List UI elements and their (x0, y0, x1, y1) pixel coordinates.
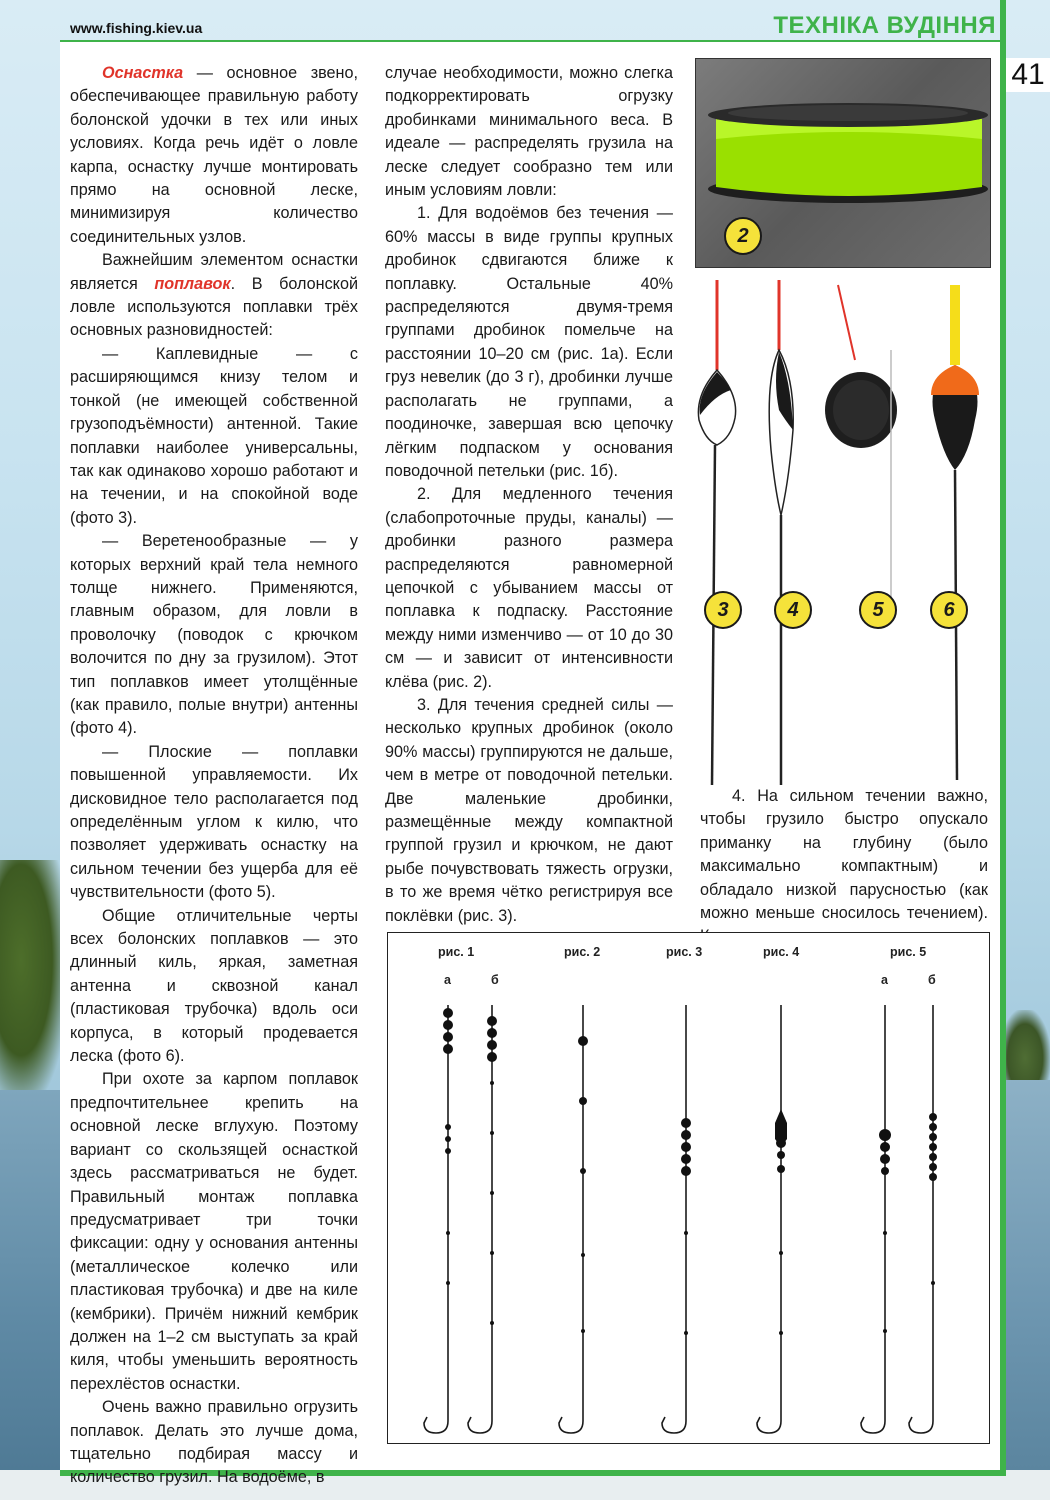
shot-weight (880, 1154, 890, 1164)
shot-weight (446, 1281, 450, 1285)
site-url: www.fishing.kiev.ua (70, 20, 203, 36)
photo-line-spool (695, 58, 991, 268)
weight-distribution-diagram (387, 932, 990, 1444)
water-right (1000, 1080, 1050, 1470)
shot-weight (929, 1113, 937, 1121)
hook-icon (909, 1411, 933, 1433)
figure-label-1: рис. 1 (438, 945, 475, 959)
paragraph: — Плоские — поплавки повышенной управляемости. Их дисковидное тело располагается под определённым углом к килю, что позволяет удерживать оснастку на сильном течении без ущерба для её чувствительности (фото 5). (70, 742, 358, 902)
shot-weight (929, 1163, 937, 1171)
header-rule (60, 40, 1006, 42)
shot-weight (929, 1143, 937, 1151)
figure-1-sub-a: а (444, 973, 451, 987)
figure-label-3: рис. 3 (666, 945, 703, 959)
shot-weight (487, 1040, 497, 1050)
text-column-2 (385, 62, 673, 928)
shot-weight (777, 1151, 785, 1159)
paragraph-text: . В болонской ловле используются поплавки трёх основных разновидностей: (70, 274, 358, 340)
shot-weight (931, 1281, 935, 1285)
hook-icon (861, 1411, 885, 1433)
shot-weight (487, 1052, 497, 1062)
shot-weight (681, 1142, 691, 1152)
paragraph: — Каплевидные — с расширяющимся книзу телом и тонкой (не имеющей собственной грузоподъёмности) антенной. Такие поплавки наиболее универсальны, так как одинаково хорошо работают и на течении, и на спокойной воде (фото 3). (70, 344, 358, 527)
diagram-drawing (388, 933, 988, 1443)
photo-badge-6: 6 (930, 591, 968, 629)
paragraph (70, 62, 358, 249)
shot-weight (446, 1231, 450, 1235)
shot-weight (443, 1044, 453, 1054)
shot-weight (779, 1251, 783, 1255)
hook-icon (559, 1411, 583, 1433)
hook-icon (424, 1411, 448, 1433)
shot-weight (578, 1036, 588, 1046)
paragraph: Очень важно правильно огрузить поплавок. Делать это лучше дома, тщательно подбирая массу и количество грузил. На водоёме, в (70, 1398, 358, 1487)
figure-1-sub-b: б (491, 973, 499, 987)
shot-weight (579, 1097, 587, 1105)
shot-weight (443, 1008, 453, 1018)
shot-weight (929, 1133, 937, 1141)
shot-weight (445, 1148, 451, 1154)
shot-weight (490, 1321, 494, 1325)
shot-weight (443, 1032, 453, 1042)
shot-weight (681, 1118, 691, 1128)
paragraph-text: — основное звено, обеспечивающее правильную работу болонской удочки в тех или иных условиях. Когда речь идёт о ловле карпа, оснастку лучше монтировать прямо на основной леске, минимизируя количество соединительных узлов. (70, 64, 358, 246)
text-column-1 (70, 62, 358, 1490)
figure-label-4: рис. 4 (763, 945, 800, 959)
shot-weight (580, 1168, 586, 1174)
figure-5-sub-b: б (928, 973, 936, 987)
shot-weight (681, 1130, 691, 1140)
shot-weight (929, 1123, 937, 1131)
shot-weight (490, 1191, 494, 1195)
paragraph: При охоте за карпом поплавок предпочтительнее крепить на основной леске вглухую. Поэтому вариант со скользящей оснасткой здесь рассматриваться не будет. Правильный монтаж поплавка предусматривает три точки фиксации: одну у основания антенны (металлическое колечко или пластиковая трубочка) и две на киле (кембрики). Причём нижний кембрик должен на 1–2 см выступать за край киля, чтобы уменьшить вероятность перехлёстов оснастки. (70, 1070, 358, 1393)
paragraph (70, 249, 358, 343)
figure-label-2: рис. 2 (564, 945, 601, 959)
shot-weight (879, 1129, 891, 1141)
paragraph-text: Важнейшим элементом оснастки является (70, 251, 358, 293)
shot-weight (883, 1231, 887, 1235)
trees-right (1000, 1010, 1050, 1090)
hook-icon (662, 1411, 686, 1433)
shot-weight (684, 1231, 688, 1235)
photo-badge-3: 3 (704, 591, 742, 629)
figure-5-sub-a: а (881, 973, 888, 987)
paragraph: 3. Для течения средней силы — несколько крупных дробинок (около 90% массы) группируются не дальше, чем в метре от поводочной петельки. Две маленькие дробинки, размещённые между компактной группой грузил и крючком, не дают рыбе почувствовать тяжесть огрузки, в то же время чётко регистрируя все поклёвки (рис. 3). (385, 695, 673, 925)
shot-weight (881, 1167, 889, 1175)
shot-weight (777, 1165, 785, 1173)
photo-badge-2: 2 (724, 217, 762, 255)
paragraph: 1. Для водоёмов без течения — 60% массы в виде группы крупных дробинок сдвигаются ближе к поплавку. Остальные 40% распределяются двумя-тремя группами дробинок помельче на расстоянии 10–20 см (рис. 1а). Если груз невелик (до 3 г), дробинки лучше располагать не группами, а поодиночке, завершая всю цепочку лёгким подпаском у основания поводочной петельки (рис. 1б). (385, 204, 673, 480)
floats-image (695, 280, 989, 785)
shot-weight (880, 1142, 890, 1152)
term-osnastka: Оснастка (102, 64, 184, 82)
shot-weight (684, 1331, 688, 1335)
shot-weight (490, 1251, 494, 1255)
shot-weight (445, 1124, 451, 1130)
shot-weight (929, 1173, 937, 1181)
figure-label-5: рис. 5 (890, 945, 927, 959)
shot-weight (490, 1081, 494, 1085)
hook-icon (757, 1411, 781, 1433)
olive-weight (775, 1109, 787, 1147)
term-poplavok: поплавок (154, 274, 231, 293)
shot-weight (487, 1028, 497, 1038)
shot-weight (929, 1153, 937, 1161)
shot-weight (681, 1166, 691, 1176)
paragraph: — Веретенообразные — у которых верхний край тела немного толще нижнего. Применяются, главным образом, для ловли в проволочку (поводок с крючком волочится по дну за грузилом). Этот тип поплавков имеет утолщённые (как правило, полые внутри) антенны (фото 4). (70, 532, 358, 738)
shot-weight (681, 1154, 691, 1164)
shot-weight (581, 1329, 585, 1333)
shot-weight (883, 1329, 887, 1333)
shot-weight (487, 1016, 497, 1026)
paragraph: Общие отличительные черты всех болонских поплавков — это длинный киль, яркая, заметная антенна и сквозной канал (пластиковая трубочка) вдоль оси корпуса, в который продевается леска (фото 6). (70, 906, 358, 1066)
page-number: 41 (1006, 58, 1050, 92)
text-column-3 (700, 785, 988, 949)
hook-icon (468, 1411, 492, 1433)
paragraph: 4. На сильном течении важно, чтобы грузило быстро опускало приманку на глубину (было максимально компактным) и обладало низкой парусностью (как можно меньше сносилось течением). (700, 787, 988, 923)
photo-badge-4: 4 (774, 591, 812, 629)
photo-badge-5: 5 (859, 591, 897, 629)
paragraph: случае необходимости, можно слегка подкорректировать огрузку дробинками минимального веса. В идеале — распределять грузила на леске следует сообразно тем или иным условиям ловли: (385, 64, 673, 200)
section-title: ТЕХНІКА ВУДІННЯ (773, 12, 996, 39)
shot-weight (445, 1136, 451, 1142)
paragraph: 2. Для медленного течения (слабопроточные пруды, каналы) — дробинки разного размера распределяются равномерной цепочкой с убыванием массы от поплавка к подпаску. Расстояние между ними изменчиво — от 10 до 30 см — и зависит от интенсивности клёва (рис. 2). (385, 485, 673, 691)
shot-weight (490, 1131, 494, 1135)
shot-weight (779, 1331, 783, 1335)
green-frame-right (1000, 0, 1006, 1475)
shot-weight (581, 1253, 585, 1257)
photo-floats (695, 280, 989, 785)
shot-weight (443, 1020, 453, 1030)
